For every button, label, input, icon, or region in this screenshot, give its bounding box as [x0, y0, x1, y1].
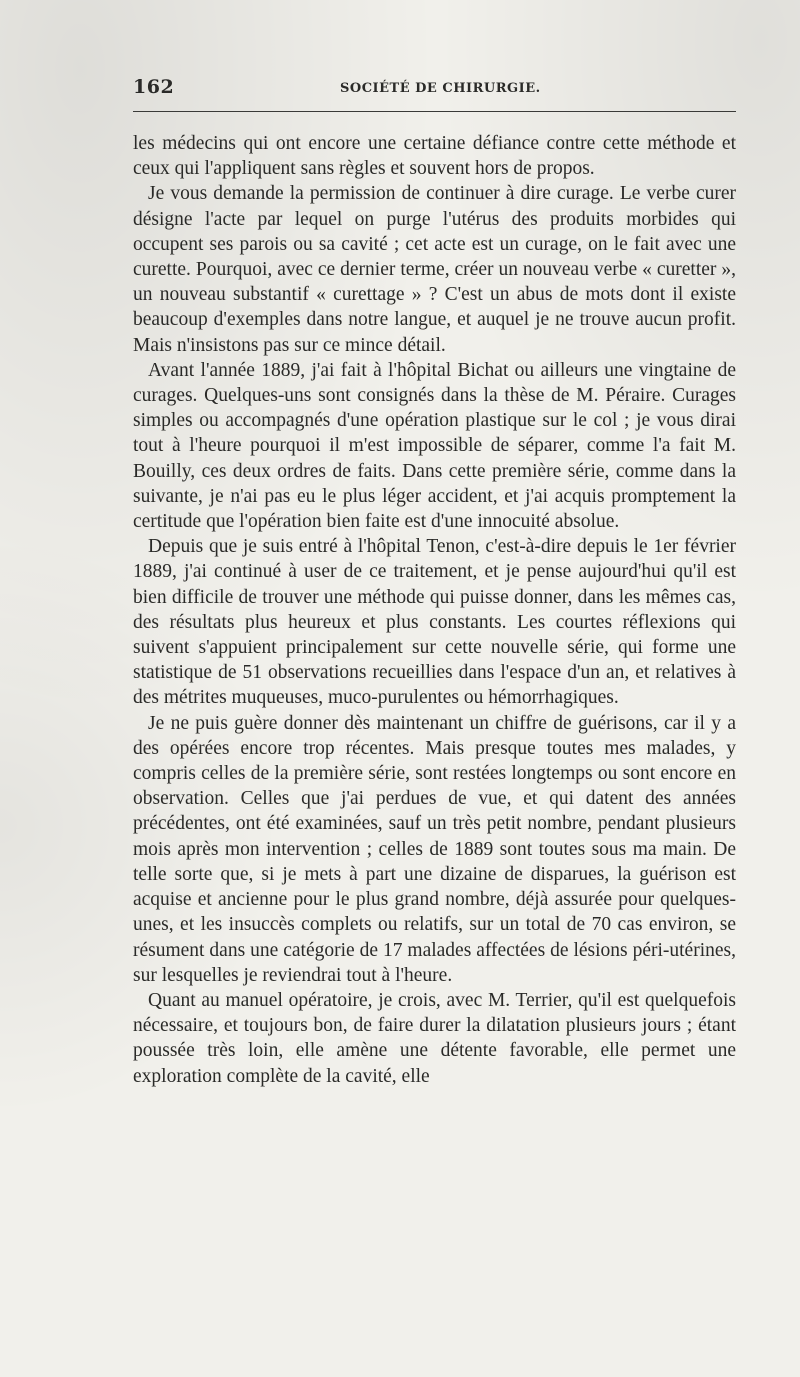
paragraph: Avant l'année 1889, j'ai fait à l'hôpital Bichat ou ailleurs une vingtaine de curages. Quelques-uns sont consignés dans la thèse de M. Péraire. Curages simples ou accompagnés d'une opération plastique sur le col ; je vous dirai tout à l'heure pourquoi il m'est impossible de séparer, comme l'a fait M. Bouilly, ces deux ordres de faits. Dans cette première série, comme dans la suivante, je n'ai pas eu le plus léger accident, et j'ai acquis promptement la certitude que l'opération bien faite est d'une innocuité absolue.: [133, 359, 736, 533]
running-title: SOCIÉTÉ DE CHIRURGIE.: [340, 81, 541, 96]
paragraph: les médecins qui ont encore une certaine défiance contre cette méthode et ceux qui l'appliquent sans règles et souvent hors de propos.: [133, 133, 736, 180]
paragraph: Je vous demande la permission de continuer à dire curage. Le verbe curer désigne l'acte par lequel on purge l'utérus des produits morbides qui occupent ses parois ou sa cavité ; cet acte est un curage, on le fait avec une curette. Pourquoi, avec ce dernier terme, créer un nouveau verbe « curetter », un nouveau substantif « curettage » ? C'est un abus de mots dont il existe beaucoup d'exemples dans notre langue, et auquel je ne trouve aucun profit. Mais n'insistons pas sur ce mince détail.: [133, 183, 736, 356]
paragraph: Je ne puis guère donner dès maintenant un chiffre de guérisons, car il y a des opérées encore trop récentes. Mais presque toutes mes malades, y compris celles de la première série, sont restées longtemps ou sont encore en observation. Celles que j'ai perdues de vue, et qui datent des années précédentes, ont été examinées, sauf un très petit nombre, pendant plusieurs mois après mon intervention ; celles de 1889 sont toutes sous ma main. De telle sorte que, si je mets à part une dizaine de disparues, la guérison est acquise et ancienne pour le plus grand nombre, déjà assurée pour quelques-unes, et les insuccès complets ou relatifs, sur un total de 70 cas environ, se résument dans une catégorie de 17 malades affectées de lésions péri-utérines, sur lesquelles je reviendrai tout à l'heure.: [133, 712, 736, 986]
paragraph: Depuis que je suis entré à l'hôpital Tenon, c'est-à-dire depuis le 1er février 1889, j'ai continué à user de ce traitement, et je pense aujourd'hui qu'il est bien difficile de trouver une méthode qui puisse donner, dans les mêmes cas, des résultats plus heureux et plus constants. Les courtes réflexions qui suivent s'appuient principalement sur cette nouvelle série, qui forme une statistique de 51 observations recueillies dans l'espace d'un an, et relatives à des métrites muqueuses, muco-purulentes ou hémorrhagiques.: [133, 536, 736, 709]
page-header: [133, 76, 736, 106]
paragraph: Quant au manuel opératoire, je crois, avec M. Terrier, qu'il est quelquefois nécessaire, et toujours bon, de faire durer la dilatation plusieurs jours ; étant poussée très loin, elle amène une détente favorable, elle permet une exploration complète de la cavité, elle: [133, 989, 736, 1087]
header-rule: [133, 111, 736, 112]
page-number: 162: [133, 76, 175, 98]
body-text: [133, 131, 736, 1089]
